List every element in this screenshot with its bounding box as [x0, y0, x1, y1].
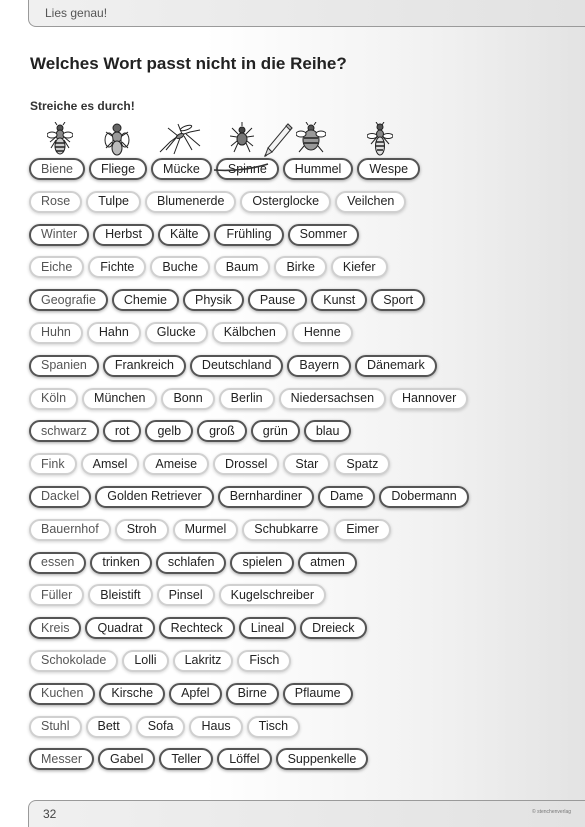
word-pill[interactable]: Fliege: [89, 158, 147, 180]
word-pill[interactable]: rot: [103, 420, 142, 442]
word-pill[interactable]: Physik: [183, 289, 244, 311]
word-pill[interactable]: Hannover: [390, 388, 468, 410]
word-pill[interactable]: Biene: [29, 158, 85, 180]
header-label: Lies genau!: [45, 6, 108, 20]
word-pill[interactable]: Kreis: [29, 617, 81, 639]
footer-bar: [28, 800, 585, 827]
word-pill[interactable]: Wespe: [357, 158, 420, 180]
word-row: [29, 191, 569, 213]
word-pill[interactable]: Blumenerde: [145, 191, 236, 213]
word-pill[interactable]: Sommer: [288, 224, 359, 246]
word-pill[interactable]: Messer: [29, 748, 94, 770]
word-pill[interactable]: Haus: [189, 716, 242, 738]
word-pill[interactable]: Eimer: [334, 519, 391, 541]
word-pill[interactable]: Birke: [274, 256, 326, 278]
word-pill[interactable]: Frankreich: [103, 355, 186, 377]
word-pill[interactable]: Quadrat: [85, 617, 154, 639]
word-pill[interactable]: Schokolade: [29, 650, 118, 672]
word-pill[interactable]: Dackel: [29, 486, 91, 508]
word-pill[interactable]: Bett: [86, 716, 132, 738]
word-pill[interactable]: Kiefer: [331, 256, 388, 278]
word-pill[interactable]: Tisch: [247, 716, 300, 738]
word-pill[interactable]: Frühling: [214, 224, 283, 246]
word-row: [29, 552, 569, 574]
word-pill[interactable]: Bauernhof: [29, 519, 111, 541]
strikethrough-mark: [212, 128, 282, 178]
word-pill[interactable]: Henne: [292, 322, 353, 344]
publisher-credit: © stenchenverlag: [532, 809, 571, 815]
word-pill[interactable]: Lolli: [122, 650, 168, 672]
word-pill[interactable]: Herbst: [93, 224, 154, 246]
word-pill[interactable]: Star: [283, 453, 330, 475]
word-pill[interactable]: Bonn: [161, 388, 214, 410]
word-pill[interactable]: Bayern: [287, 355, 351, 377]
word-pill[interactable]: Mücke: [151, 158, 212, 180]
word-pill[interactable]: Dänemark: [355, 355, 437, 377]
word-pill[interactable]: Stuhl: [29, 716, 82, 738]
wasp-icon: [367, 122, 393, 156]
word-pill[interactable]: Köln: [29, 388, 78, 410]
word-pill[interactable]: Geografie: [29, 289, 108, 311]
word-pill[interactable]: Glucke: [145, 322, 208, 344]
word-pill[interactable]: Buche: [150, 256, 209, 278]
word-pill[interactable]: Ameise: [143, 453, 209, 475]
bee-icon: [47, 122, 73, 156]
word-pill[interactable]: Bernhardiner: [218, 486, 314, 508]
word-row: [29, 388, 569, 410]
word-pill[interactable]: Dobermann: [379, 486, 468, 508]
word-pill[interactable]: gelb: [145, 420, 193, 442]
word-pill[interactable]: schlafen: [156, 552, 227, 574]
word-pill[interactable]: Huhn: [29, 322, 83, 344]
word-pill[interactable]: Rose: [29, 191, 82, 213]
word-pill[interactable]: Lakritz: [173, 650, 234, 672]
word-pill[interactable]: Niedersachsen: [279, 388, 386, 410]
page-title: Welches Wort passt nicht in die Reihe?: [30, 54, 347, 73]
insect-illustrations: [0, 122, 585, 158]
word-pill[interactable]: Deutschland: [190, 355, 284, 377]
word-pill[interactable]: Pause: [248, 289, 307, 311]
word-row: [29, 289, 569, 311]
word-pill[interactable]: Amsel: [81, 453, 140, 475]
word-pill[interactable]: trinken: [90, 552, 152, 574]
word-row: [29, 584, 569, 606]
word-pill[interactable]: Osterglocke: [240, 191, 331, 213]
word-pill[interactable]: Chemie: [112, 289, 179, 311]
word-row: [29, 617, 569, 639]
word-pill[interactable]: Lineal: [239, 617, 296, 639]
word-pill[interactable]: Winter: [29, 224, 89, 246]
word-pill[interactable]: Murmel: [173, 519, 239, 541]
page-number: 32: [43, 807, 57, 821]
word-pill[interactable]: Eiche: [29, 256, 84, 278]
word-row: [29, 322, 569, 344]
word-row: [29, 256, 569, 278]
word-pill[interactable]: Dreieck: [300, 617, 366, 639]
word-row: [29, 748, 569, 770]
word-pill[interactable]: Teller: [159, 748, 213, 770]
word-pill[interactable]: groß: [197, 420, 247, 442]
word-pill[interactable]: Stroh: [115, 519, 169, 541]
bumblebee-icon: [296, 122, 326, 156]
word-pill[interactable]: Baum: [214, 256, 271, 278]
word-pill[interactable]: Hummel: [283, 158, 354, 180]
word-pill[interactable]: Dame: [318, 486, 375, 508]
word-row: [29, 224, 569, 246]
word-pill[interactable]: Berlin: [219, 388, 275, 410]
word-row: [29, 683, 569, 705]
word-pill[interactable]: Kirsche: [99, 683, 165, 705]
word-pill[interactable]: schwarz: [29, 420, 99, 442]
word-pill[interactable]: Pflaume: [283, 683, 353, 705]
word-pill[interactable]: Rechteck: [159, 617, 235, 639]
word-row: [29, 519, 569, 541]
header-bar: [28, 0, 585, 27]
word-pill[interactable]: Tulpe: [86, 191, 141, 213]
word-pill[interactable]: Veilchen: [335, 191, 406, 213]
word-pill[interactable]: atmen: [298, 552, 357, 574]
word-pill[interactable]: München: [82, 388, 157, 410]
word-pill[interactable]: essen: [29, 552, 86, 574]
word-pill[interactable]: Suppenkelle: [276, 748, 369, 770]
word-pill[interactable]: Apfel: [169, 683, 222, 705]
fly-icon: [104, 122, 130, 156]
word-row: [29, 453, 569, 475]
word-row: [29, 650, 569, 672]
word-row: [29, 158, 569, 180]
word-pill[interactable]: Hahn: [87, 322, 141, 344]
word-pill[interactable]: Sport: [371, 289, 425, 311]
word-pill[interactable]: Kälbchen: [212, 322, 288, 344]
word-pill[interactable]: Spinne: [216, 158, 279, 180]
mosquito-icon: [156, 122, 204, 156]
word-pill[interactable]: Fink: [29, 453, 77, 475]
word-pill[interactable]: spielen: [230, 552, 294, 574]
word-row: [29, 355, 569, 377]
word-pill[interactable]: Kuchen: [29, 683, 95, 705]
word-row: [29, 716, 569, 738]
word-pill[interactable]: Kälte: [158, 224, 211, 246]
word-pill[interactable]: Spanien: [29, 355, 99, 377]
word-row: [29, 420, 569, 442]
instruction: Streiche es durch!: [30, 99, 135, 113]
word-pill[interactable]: Bleistift: [88, 584, 152, 606]
word-pill[interactable]: Sofa: [136, 716, 186, 738]
word-pill[interactable]: Fisch: [237, 650, 291, 672]
word-pill[interactable]: Spatz: [334, 453, 390, 475]
word-pill[interactable]: Kugelschreiber: [219, 584, 326, 606]
word-pill[interactable]: Golden Retriever: [95, 486, 214, 508]
word-pill[interactable]: Gabel: [98, 748, 155, 770]
word-pill[interactable]: Kunst: [311, 289, 367, 311]
word-pill[interactable]: blau: [304, 420, 352, 442]
word-pill[interactable]: Löffel: [217, 748, 271, 770]
word-pill[interactable]: grün: [251, 420, 300, 442]
word-pill[interactable]: Birne: [226, 683, 279, 705]
word-pill[interactable]: Drossel: [213, 453, 279, 475]
word-row: [29, 486, 569, 508]
word-pill[interactable]: Füller: [29, 584, 84, 606]
word-rows: [29, 158, 569, 781]
word-pill[interactable]: Pinsel: [157, 584, 215, 606]
word-pill[interactable]: Schubkarre: [242, 519, 330, 541]
word-pill[interactable]: Fichte: [88, 256, 146, 278]
